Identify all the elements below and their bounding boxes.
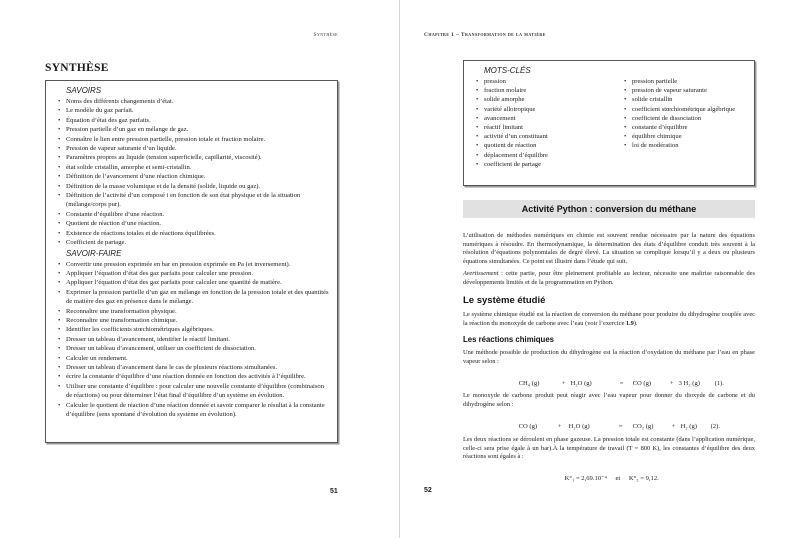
list-item: • pression partielle — [624, 77, 746, 86]
list-item: • fraction molaire — [476, 86, 598, 95]
list-item: • avancement — [476, 114, 598, 123]
list-item: • coefficient de dissociation — [624, 114, 746, 123]
equation-2: CO (g) + H₂O (g) = CO₂ (g) + H₂ (g) (2). — [518, 423, 720, 430]
list-item: • réactif limitant — [476, 123, 598, 132]
list-item: • écrire la constante d’équilibre d’une réaction donnée en fonction des activités à l’équilibre. — [58, 372, 329, 381]
exercise-ref: 1.9 — [625, 319, 634, 327]
list-item: • quotient de réaction — [476, 141, 598, 150]
running-head-right: Chapitre 1 – Transformation de la matière — [424, 32, 546, 38]
synthese-box — [45, 80, 338, 443]
list-item: • coefficient de partage — [476, 160, 598, 169]
mots-cles-col1 — [476, 77, 598, 169]
equilibrium-constants: K°₁ = 2,69.10⁻⁴ et K°₂ = 9,12. — [564, 475, 659, 482]
list-item: • Calculer un rendement. — [58, 354, 329, 363]
list-item: • Identifier les coefficients stœchiométriques algébriques. — [58, 325, 329, 334]
savoirs-heading: SAVOIRS — [66, 86, 102, 95]
list-item: • Définition de la masse volumique et de la densité (solide, liquide ou gaz). — [58, 182, 329, 191]
page-number: 51 — [330, 488, 338, 495]
list-item: • coefficient stœchiométrique algébrique — [624, 105, 746, 114]
warning-paragraph — [463, 270, 755, 287]
list-item: • variété allotropique — [476, 105, 598, 114]
list-item: • Constante d’équilibre d’une réaction. — [58, 210, 329, 219]
list-item: • pression — [476, 77, 598, 86]
warning-text: : cette partie, pour être pleinement profitable au lecteur, nécessite une maîtrise raisonnable des développements limités et de la programmation en Python. — [463, 270, 755, 286]
list-item: • Convertir une pression exprimée en bar en pression exprimée en Pa (et inversement). — [58, 260, 329, 269]
section2-paragraph-3: Les deux réactions se déroulent en phase gazeuse. La pression totale est constante (dans l’application numérique, celle-ci sera prise égale à un bar).À la température de travail (T = 800 K), les constantes d’équilibre des deux réactions sont égales à : — [463, 436, 755, 461]
mots-cles-columns — [476, 77, 746, 169]
list-item: • Équation d’état des gaz parfaits. — [58, 116, 329, 125]
section-title-reactions: Les réactions chimiques — [463, 335, 554, 344]
list-item: • Dresser un tableau d’avancement, identifier le réactif limitant. — [58, 335, 329, 344]
list-item: • Quotient de réaction d’une réaction. — [58, 219, 329, 228]
synthese-title: SYNTHÈSE — [45, 62, 109, 74]
list-item: • Définition de l’activité d’un composé i en fonction de son état physique et de la situation (mélange/corps pur). — [58, 191, 329, 210]
list-item: • Reconnaître une transformation chimique. — [58, 316, 329, 325]
list-item: • Coefficient de partage. — [58, 238, 329, 247]
mots-cles-col2 — [624, 77, 746, 169]
list-item: • Utiliser une constante d’équilibre : pour calculer une nouvelle constante d’équilibre (combinaison de réactions) ou pour déterminer l’état final d’équilibre d’un système en évolution. — [58, 382, 329, 401]
section2-paragraph-2: Le monoxyde de carbone produit peut réagir avec l’eau vapeur pour donner du dioxyde de carbone et du dihydrogène selon : — [463, 392, 755, 408]
list-item: • Noms des différents changements d’état. — [58, 97, 329, 106]
list-item: • Calculer le quotient de réaction d’une réaction donnée et savoir comparer le résultat à la constante d’équilibre (sens spontané d’évolution du système en évolution). — [58, 401, 329, 420]
savoir-faire-heading: SAVOIR-FAIRE — [66, 248, 122, 258]
right-page — [400, 0, 800, 538]
savoirs-list — [58, 97, 329, 248]
section-title-systeme: Le système étudié — [463, 295, 546, 306]
list-item: • Pression de vapeur saturante d’un liquide. — [58, 144, 329, 153]
running-head-left: Synthèse — [313, 32, 338, 38]
list-item: • Reconnaître une transformation physique. — [58, 307, 329, 316]
list-item: • Appliquer l’équation d’état des gaz parfaits pour calculer une quantité de matière. — [58, 278, 329, 287]
list-item: • Dresser un tableau d’avancement, utiliser un coefficient de dissociation. — [58, 344, 329, 353]
list-item: • Connaître le lien entre pression partielle, pression totale et fraction molaire. — [58, 135, 329, 144]
list-item: • déplacement d’équilibre — [476, 151, 598, 160]
list-item: • Appliquer l’équation d’état des gaz parfaits pour calculer une pression. — [58, 269, 329, 278]
mots-cles-box — [463, 60, 755, 186]
list-item: • équilibre chimique — [624, 132, 746, 141]
intro-paragraph: L’utilisation de méthodes numériques en chimie est souvent rendue nécessaire par la nature des équations numériques à résoudre. En thermodynamique, la détermination des états d’équilibre conduit très souvent à la résolution d’équations polynomiales de degré élevé. La situation se complique lorsqu’il y a deux ou plusieurs équations simultanées. Ce point est illustré dans l’étude qui suit. — [463, 232, 755, 265]
list-item: • constante d’équilibre — [624, 123, 746, 132]
list-item: • pression de vapeur saturante — [624, 86, 746, 95]
list-item: • Existence de réactions totales et de réactions équilibrées. — [58, 229, 329, 238]
list-item: • état solide cristallin, amorphe et semi-cristallin. — [58, 163, 329, 172]
equation-1: CH₄ (g) + H₂O (g) = CO (g) + 3 H₂ (g) (1). — [518, 380, 724, 387]
section1-paragraph: Le système chimique étudié est la réaction de conversion du méthane pour produire du dihydrogène couplée avec la réaction du monoxyde de carbone avec l’eau (voir l’exercice 1.9). — [463, 311, 755, 327]
savoir-faire-list — [58, 260, 329, 420]
list-item: • solide amorphe — [476, 95, 598, 104]
list-item: • solide cristallin — [624, 95, 746, 104]
mots-cles-heading: MOTS-CLÉS — [484, 66, 531, 75]
activity-title-bar: Activité Python : conversion du méthane — [463, 200, 755, 218]
list-item: • Le modèle du gaz parfait. — [58, 106, 329, 115]
list-item: • loi de modération — [624, 141, 746, 150]
list-item: • Exprimer la pression partielle d’un gaz en mélange en fonction de la pression totale et des quantités de matière des gaz en présence dans le mélange. — [58, 288, 329, 307]
list-item: • Pression partielle d’un gaz en mélange de gaz. — [58, 125, 329, 134]
list-item: • Paramètres propres au liquide (tension superficielle, capillarité, viscosité). — [58, 153, 329, 162]
section2-paragraph: Une méthode possible de production du dihydrogène est la réaction d’oxydation du méthane par l’eau en phase vapeur selon : — [463, 349, 755, 365]
warning-label: Avertissement — [463, 270, 499, 277]
list-item: • Dresser un tableau d’avancement dans le cas de plusieurs réactions simultanées. — [58, 363, 329, 372]
list-item: • activité d’un constituant — [476, 132, 598, 141]
list-item: • Définition de l’avancement d’une réaction chimique. — [58, 172, 329, 181]
page-number: 52 — [424, 487, 432, 494]
